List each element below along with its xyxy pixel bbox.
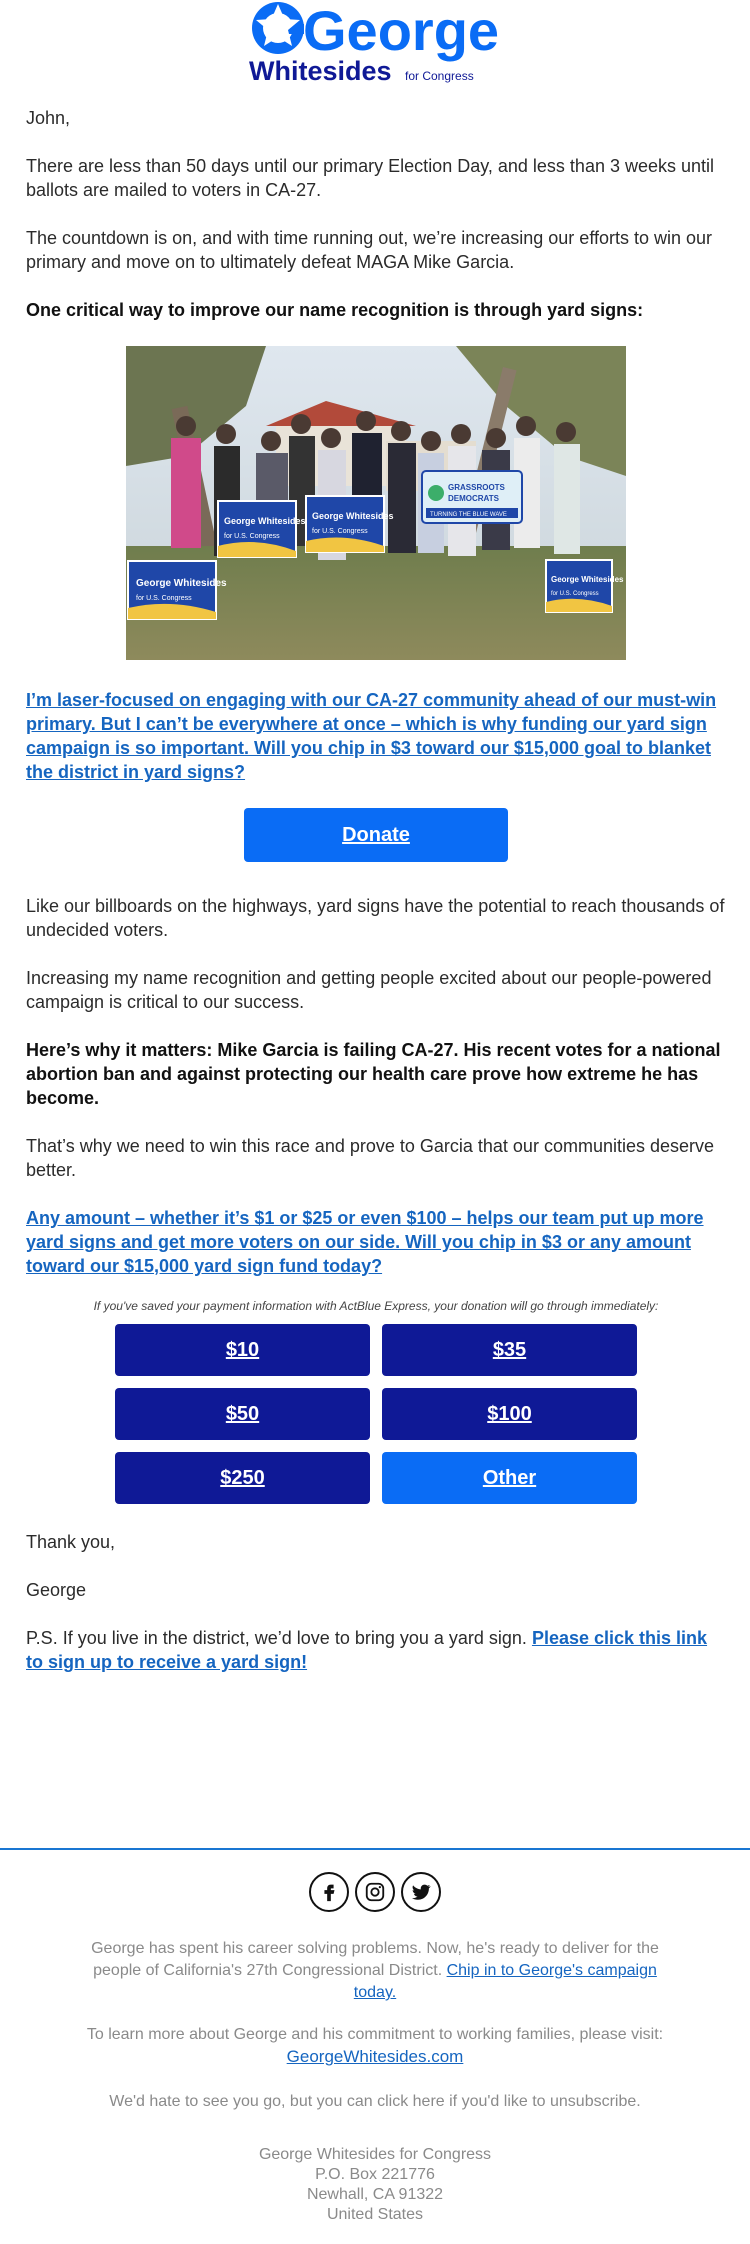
svg-text:for U.S. Congress: for U.S. Congress bbox=[551, 591, 599, 597]
svg-text:George Whitesides: George Whitesides bbox=[224, 516, 306, 526]
svg-text:DEMOCRATS: DEMOCRATS bbox=[448, 494, 499, 503]
paragraph-7: That’s why we need to win this race and prove to Garcia that our communities deserve better. bbox=[26, 1136, 715, 1180]
amount-35-button[interactable]: $35 bbox=[382, 1324, 637, 1376]
svg-text:for U.S. Congress: for U.S. Congress bbox=[136, 595, 192, 602]
footer-address bbox=[75, 2145, 675, 2225]
svg-text:for U.S. Congress: for U.S. Congress bbox=[224, 533, 280, 540]
svg-text:GRASSROOTS: GRASSROOTS bbox=[448, 483, 505, 492]
footer-chip-in-link[interactable]: Chip in to George's campaign today. bbox=[353, 1962, 657, 2001]
paragraph-6: Here’s why it matters: Mike Garcia is failing CA-27. His recent votes for a national abortion ban and against protecting our health care prove how extreme he has become. bbox=[26, 1040, 721, 1108]
paragraph-3: One critical way to improve our name recognition is through yard signs: bbox=[26, 300, 644, 320]
signature: George bbox=[26, 1580, 87, 1600]
chip-in-link-2[interactable]: Any amount – whether it’s $1 or $25 or even $100 – helps our team put up more yard signs and get more voters on our side. Will you chip in $3 or any amount toward our $15,000 yard sign fund today? bbox=[26, 1208, 704, 1276]
actblue-note: If you've saved your payment information with ActBlue Express, your donation will go through immediately: bbox=[93, 1299, 659, 1313]
donate-button[interactable]: Donate bbox=[244, 808, 508, 862]
ps-paragraph bbox=[26, 1626, 726, 1674]
amount-100-button[interactable]: $100 bbox=[382, 1388, 637, 1440]
footer-unsubscribe bbox=[75, 2091, 675, 2113]
svg-text:George Whitesides: George Whitesides bbox=[312, 511, 394, 521]
chip-in-link-1[interactable]: I’m laser-focused on engaging with our CA-27 community ahead of our must-win primary. But I can’t be everywhere at once – which is why funding our yard sign campaign is so important. Will you chip in $3 toward our $15,000 goal to blanket the district in yard signs? bbox=[26, 690, 717, 782]
logo-bottom-text: Whitesides bbox=[249, 56, 392, 86]
paragraph-2: The countdown is on, and with time running out, we’re increasing our efforts to win our primary and move on to ultimately defeat MAGA Mike Garcia. bbox=[26, 228, 713, 272]
address-line-2: P.O. Box 221776 bbox=[315, 2166, 435, 2183]
logo-tag-text: for Congress bbox=[405, 69, 474, 83]
svg-text:George Whitesides: George Whitesides bbox=[551, 575, 624, 584]
footer-learn bbox=[75, 2024, 675, 2069]
yard-sign-signup-link[interactable]: Please click this link to sign up to receive a yard sign! bbox=[26, 1628, 708, 1672]
facebook-icon[interactable] bbox=[309, 1872, 349, 1912]
paragraph-5: Increasing my name recognition and getting people excited about our people-powered campaign is critical to our success. bbox=[26, 968, 712, 1012]
yard-sign-2 bbox=[306, 496, 394, 552]
svg-text:George Whitesides: George Whitesides bbox=[136, 578, 227, 589]
yard-sign-3 bbox=[128, 561, 227, 619]
svg-text:TURNING THE BLUE WAVE: TURNING THE BLUE WAVE bbox=[430, 512, 507, 518]
logo-star-icon bbox=[252, 2, 304, 54]
twitter-icon[interactable] bbox=[401, 1872, 441, 1912]
ps-text: P.S. If you live in the district, we’d love to bring you a yard sign. bbox=[26, 1628, 527, 1648]
yard-sign-photo bbox=[126, 346, 626, 660]
yard-sign-4 bbox=[546, 560, 624, 612]
closing: Thank you, bbox=[26, 1532, 116, 1552]
yard-sign-1 bbox=[218, 501, 306, 557]
amount-10-button[interactable]: $10 bbox=[115, 1324, 370, 1376]
instagram-icon[interactable] bbox=[355, 1872, 395, 1912]
footer-about-text: George has spent his career solving problems. Now, he's ready to deliver for the people of California's 27th Congressional District. bbox=[91, 1940, 659, 1979]
email-body bbox=[26, 106, 726, 1698]
paragraph-4: Like our billboards on the highways, yard signs have the potential to reach thousands of undecided voters. bbox=[26, 896, 725, 940]
donation-amount-grid bbox=[115, 1324, 637, 1504]
amount-other-button[interactable]: Other bbox=[382, 1452, 637, 1504]
footer-learn-text: To learn more about George and his commitment to working families, please visit: bbox=[86, 2026, 664, 2043]
email-footer bbox=[0, 1848, 750, 2225]
unsubscribe-link[interactable]: We'd hate to see you go, but you can click here if you'd like to unsubscribe. bbox=[109, 2093, 641, 2110]
social-links bbox=[0, 1872, 750, 1912]
paragraph-1: There are less than 50 days until our primary Election Day, and less than 3 weeks until ballots are mailed to voters in CA-27. bbox=[26, 156, 715, 200]
amount-50-button[interactable]: $50 bbox=[115, 1388, 370, 1440]
campaign-logo bbox=[0, 0, 750, 90]
logo-top-text: George bbox=[303, 0, 500, 62]
address-line-4: United States bbox=[326, 2206, 424, 2223]
svg-text:for U.S. Congress: for U.S. Congress bbox=[312, 528, 368, 535]
footer-website-link[interactable]: GeorgeWhitesides.com bbox=[286, 2047, 464, 2066]
amount-250-button[interactable]: $250 bbox=[115, 1452, 370, 1504]
address-line-1: George Whitesides for Congress bbox=[258, 2146, 492, 2163]
grassroots-banner bbox=[422, 471, 522, 523]
address-line-3: Newhall, CA 91322 bbox=[306, 2186, 444, 2203]
greeting: John, bbox=[26, 108, 71, 128]
footer-about bbox=[75, 1938, 675, 2004]
